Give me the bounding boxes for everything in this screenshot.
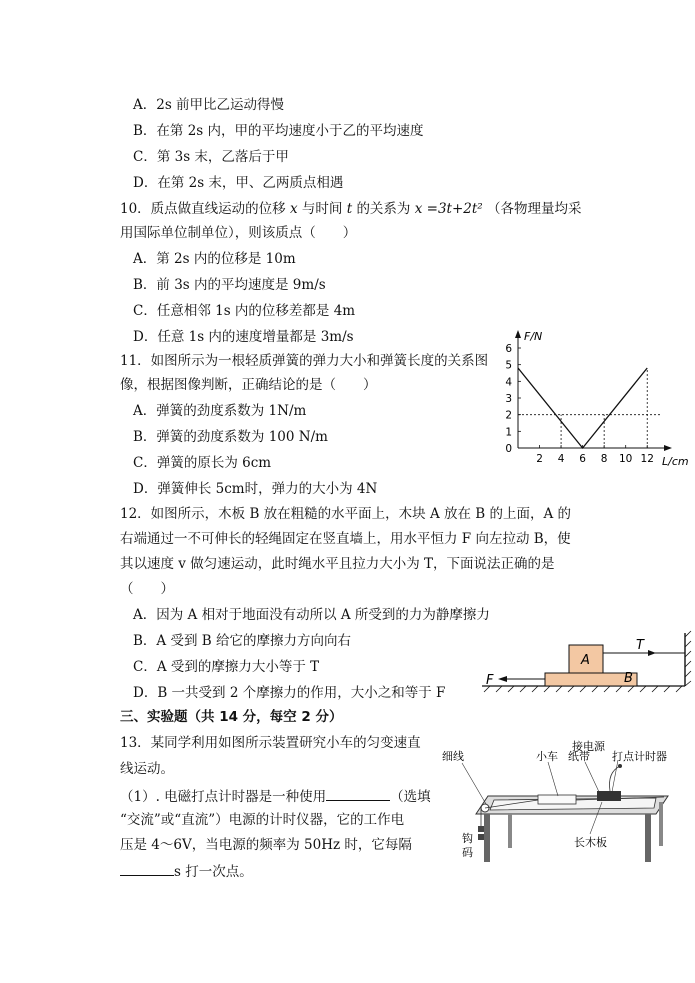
q13-part1-line1: （1）. 电磁打点计时器是一种使用 （选填 (120, 786, 431, 806)
label-string: 细线 (442, 750, 464, 763)
label-board: 长木板 (574, 836, 607, 849)
y-tick-label: 0 (505, 443, 512, 455)
table-leg (484, 814, 490, 862)
label-cart: 小车 (536, 750, 558, 763)
x-tick-label: 6 (579, 453, 586, 465)
x-tick-label: 2 (536, 453, 543, 465)
q13-part1-line2: “交流”或“直流”）电源的计时仪器，它的工作电 (120, 812, 405, 828)
q12-stem-line3: 其以速度 v 做匀速运动，此时绳水平且拉力大小为 T，下面说法正确的是 (120, 556, 555, 572)
x-tick-label: 4 (557, 453, 565, 465)
label-t: T (636, 638, 644, 653)
q10-option-c: C．任意相邻 1s 内的位移差都是 4m (133, 303, 356, 319)
q10-option-a: A．第 2s 内的位移是 10m (133, 251, 296, 267)
q13-part1-line4: s 打一次点。 (120, 861, 253, 881)
q9-option-c: C．第 3s 末，乙落后于甲 (133, 149, 289, 165)
q12-option-d: D．B 一共受到 2 个摩擦力的作用，大小之和等于 F (133, 685, 446, 701)
q10-option-b: B．前 3s 内的平均速度是 9m/s (133, 277, 326, 293)
q13-stem-line2: 线运动。 (120, 761, 174, 777)
x-tick-label: 10 (619, 453, 633, 465)
x-tick-label: 12 (640, 453, 654, 465)
weight (478, 834, 484, 840)
q12-stem-line2: 右端通过一不可伸长的轻绳固定在竖直墙上，用水平恒力 F 向左拉动 B，使 (120, 531, 571, 547)
spring-force-length-chart (500, 315, 689, 468)
q9-option-b: B．在第 2s 内，甲的平均速度小于乙的平均速度 (133, 123, 424, 139)
x-tick-label: 8 (600, 453, 608, 465)
y-tick-label: 1 (505, 426, 512, 439)
x-axis-label: L/cm (662, 455, 689, 468)
table-leg (659, 802, 663, 846)
timer (597, 791, 621, 801)
label-b: B (624, 671, 633, 686)
cart (538, 795, 576, 804)
label-timer: 打点计时器 (612, 750, 667, 763)
answer-blank-2[interactable] (120, 861, 174, 876)
tension-arrowhead (648, 650, 656, 656)
y-tick-label: 6 (505, 343, 512, 355)
q10-stem-line2: 用国际单位制单位），则该质点（ ） (120, 225, 357, 241)
q11-stem-line1: 11．如图所示为一根轻质弹簧的弹力大小和弹簧长度的关系图 (120, 353, 489, 369)
table-leg (645, 814, 651, 862)
q13-part1-line3: 压是 4～6V，当电源的频率为 50Hz 时，它每隔 (120, 837, 412, 853)
q12-option-c: C．A 受到的摩擦力大小等于 T (133, 659, 320, 675)
q10-stem-line1: 10．质点做直线运动的位移 x 与时间 t 的关系为 x =3t+2t² （各物理量均采 (120, 201, 582, 217)
q13-stem-line1: 13．某同学利用如图所示装置研究小车的匀变速直 (120, 735, 421, 751)
y-tick-label: 2 (505, 409, 512, 422)
q9-option-d: D．在第 2s 末，甲、乙两质点相遇 (133, 175, 344, 191)
section3-heading: 三、实验题（共 14 分，每空 2 分） (120, 709, 343, 725)
apparatus-diagram (440, 738, 680, 863)
q9-option-a: A．2s 前甲比乙运动得慢 (133, 97, 285, 113)
label-power: 接电源 (572, 740, 605, 753)
label-a: A (581, 653, 590, 668)
friction-diagram (480, 625, 695, 695)
q11-option-b: B．弹簧的劲度系数为 100 N/m (133, 429, 328, 445)
series-line (518, 368, 647, 448)
q10-formula: x =3t+2t² (414, 201, 483, 217)
label-weight-2: 码 (462, 846, 473, 859)
q11-option-c: C．弹簧的原长为 6cm (133, 455, 272, 471)
y-axis-label: F/N (524, 330, 543, 343)
force-f-arrowhead (498, 676, 507, 682)
q11-stem-line2: 像，根据图像判断，正确结论的是（ ） (120, 377, 377, 393)
label-f: F (486, 673, 494, 688)
q12-option-a: A．因为 A 相对于地面没有动所以 A 所受到的力为静摩擦力 (133, 607, 490, 623)
label-weight-1: 钩 (462, 832, 473, 845)
label-tape: 纸带 (568, 750, 590, 763)
q11-option-d: D．弹簧伸长 5cm时，弹力的大小为 4N (133, 481, 378, 497)
ground-hatch (484, 686, 682, 692)
q12-stem-line4: （ ） (120, 581, 174, 597)
y-tick-label: 5 (505, 359, 512, 372)
answer-blank-1[interactable] (326, 786, 390, 801)
y-tick-label: 4 (505, 376, 512, 389)
weight (478, 826, 484, 832)
q12-stem-line1: 12．如图所示，木板 B 放在粗糙的水平面上，木块 A 放在 B 的上面，A 的 (120, 506, 572, 522)
table-leg (508, 814, 512, 848)
y-tick-label: 3 (505, 393, 512, 405)
q12-option-b: B．A 受到 B 给它的摩擦力方向向右 (133, 633, 351, 649)
q11-option-a: A．弹簧的劲度系数为 1N/m (133, 403, 307, 419)
q10-option-d: D．任意 1s 内的速度增量都是 3m/s (133, 329, 354, 345)
